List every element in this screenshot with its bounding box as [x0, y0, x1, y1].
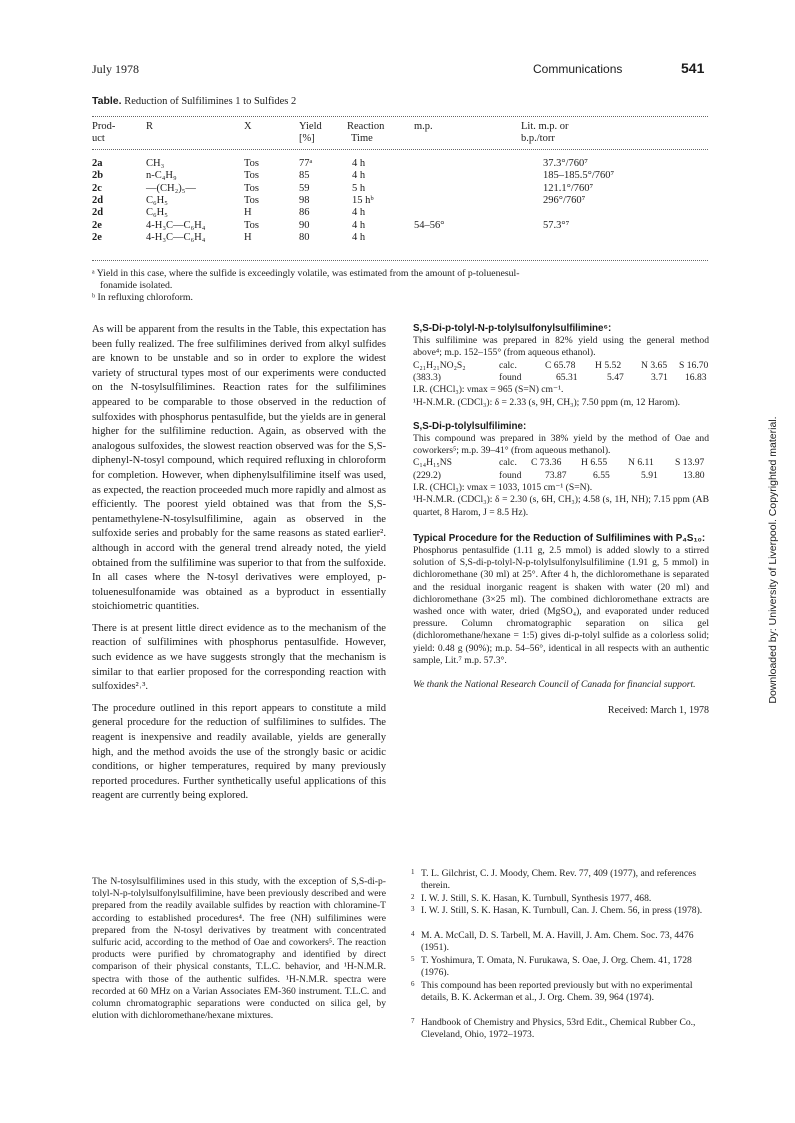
compound-2-analysis-calc — [413, 457, 709, 469]
table-cell-time: 15 hᵇ — [352, 194, 374, 206]
table-cell-lit: 57.3°⁷ — [543, 219, 570, 231]
compound-2-found-n: 5.91 — [641, 469, 658, 481]
table-cell-prod: 2b — [92, 170, 104, 182]
col-header-yield-2: [%] — [299, 133, 315, 144]
table-header-rule — [92, 149, 708, 150]
table-cell-prod: 2a — [92, 158, 103, 169]
reference-text: I. W. J. Still, S. K. Hasan, K. Turnbull, Synthesis 1977, 468. — [421, 893, 652, 904]
compound-1-calc-s: S 16.70 — [679, 359, 709, 371]
compound-1-nmr: ¹H-N.M.R. (CDCl₃): δ = 2.33 (s, 9H, CH₃); 7.50 ppm (m, 12 Harom). — [413, 396, 681, 408]
compound-2-calc-n: N 6.11 — [628, 457, 654, 469]
compound-1-analysis-calc — [413, 360, 709, 372]
compound-2-found-h: 6.55 — [593, 469, 610, 481]
col-header-time-2: Time — [351, 133, 373, 144]
table-cell-x: Tos — [244, 194, 260, 206]
reference-item — [411, 905, 709, 917]
table-cell-x: Tos — [244, 170, 260, 182]
procedure-title: Typical Procedure for the Reduction of Sulfilimines with P₄S₁₀: — [413, 532, 706, 544]
compound-2-calc-c: C 73.36 — [531, 457, 562, 469]
reference-number: 2 — [411, 893, 415, 901]
table-footnote-a-1: ᵃ Yield in this case, where the sulfide is exceedingly volatile, was estimated from the amount of p-toluenesul- — [92, 268, 520, 279]
right-column — [413, 323, 709, 717]
body-paragraph-3: The procedure outlined in this report appears to constitute a mild general procedure for the reduction of sulfilimines to sulfides. The reagent is inexpensive and readily available, yields are generally high, and the method avoids the use of the strongly basic or acidic conditions, or higher temperatures, required by many previously reported procedures. Further synthetically useful applications of this reagent are currently being explored. — [92, 702, 386, 802]
compound-2-formula: C₁₄H₁₅NS — [413, 457, 452, 469]
table-cell-yield: 85 — [299, 170, 310, 182]
reference-text: I. W. J. Still, S. K. Hasan, K. Turnbull, Can. J. Chem. 56, in press (1978). — [421, 905, 703, 916]
table-cell-yield: 86 — [299, 207, 310, 219]
table-cell-prod: 2c — [92, 182, 102, 194]
compound-1-analysis-found — [413, 372, 709, 384]
reference-item — [411, 868, 709, 892]
compound-2-text: This compound was prepared in 38% yield by the method of Oae and coworkers⁵; m.p. 39–41° (from aqueous methanol). — [413, 433, 709, 457]
reference-text: M. A. McCall, D. S. Tarbell, M. A. Havill, J. Am. Chem. Soc. 73, 4476 (1951). — [421, 930, 694, 954]
experimental-paragraph: The N-tosylsulfilimines used in this study, with the exception of S,S-di-p-tolyl-N-p-tolylsulfonylsulfilimine, have been previously described and were prepared from the readily available sulfides by reaction with chloramine-T according to established procedures⁴. The free (NH) sulfilimines were prepared from the N-tosyl derivatives by treatment with concentrated sulfuric acid, according to the method of Oae and coworkers⁵. The reaction products were purified by chromatography and identified by direct comparison of their physical constants, T.L.C. behavior, and ¹H-N.M.R. spectra with those of the authentic sulfides. ¹H-N.M.R. spectra were recorded at 60 MHz on a Varian Associates EM-360 instrument. T.L.C. and column chromatographic separations were conducted on silica gel, by elution with dichloromethane/hexane mixtures. — [92, 876, 386, 1022]
col-header-lit-2: b.p./torr — [521, 133, 555, 144]
reference-text: Handbook of Chemistry and Physics, 53rd Edit., Chemical Rubber Co., Cleveland, Ohio, 1972–1973. — [421, 1017, 696, 1041]
table-cell-yield: 90 — [299, 219, 310, 231]
table-caption-label: Table. — [92, 95, 122, 107]
download-watermark-text: Downloaded by: University of Liverpool. Copyrighted material. — [767, 416, 779, 704]
col-header-r: R — [146, 121, 154, 132]
reference-item — [411, 1017, 709, 1041]
body-paragraph-1: As will be apparent from the results in the Table, this expectation has been fully realized. The free sulfilimines derived from alkyl sulfides are known to be unstable and so in order to explore the widest variety of structural types most of our experiments were conducted on the N-tosylsulfilimines. Reaction rates for the sulfilimines appeared to be comparable to those observed in the reduction of sulfoxides with phosphorus pentasulfide, but the yields are in general higher for the sulfilimine reduction. Again, as observed with the analogous sulfoxides, the slowest reaction observed was for the S,S-diphenyl-N-tosyl compound, which required refluxing in chloroform for completion. However, when diphenylsulfilimine itself was used, as expected, the reaction proceeded much more rapidly and almost as efficiently. The poorest yield obtained was that from the S,S-pentamethylene-N-tosylsulfilimine, again as observed in the sulfoxide series and probably for the same reasons as stated earlier². although in accord with the general trend already noted, the yield obtained from the sulfilimine was superior to that from the sulfoxide. In all cases where the N-tosyl derivatives were employed, p-toluenesulfonamide was obtained as a byproduct in essentially stoichiometric quantities. — [92, 324, 386, 613]
experimental-intro — [92, 876, 386, 1029]
compound-2-title: S,S-Di-p-tolylsulfilimine: — [413, 420, 527, 432]
compound-1-formula: C₂₁H₂₁NO₂S₂ — [413, 359, 466, 371]
compound-1-text: This sulfilimine was prepared in 82% yield using the general method above⁴; m.p. 152–155° (from aqueous ethanol). — [413, 335, 709, 359]
col-header-product-1: Prod- — [92, 121, 116, 132]
reference-number: 4 — [411, 930, 415, 938]
compound-1-ir: I.R. (CHCl₃): νmax = 965 (S=N) cm⁻¹. — [413, 384, 564, 396]
reference-text: T. L. Gilchrist, C. J. Moody, Chem. Rev. 77, 409 (1977), and references therein. — [421, 868, 697, 892]
download-watermark — [765, 360, 781, 760]
table-cell-r: C₆H₅ — [146, 194, 168, 206]
compound-2-calc-s: S 13.97 — [675, 457, 705, 469]
compound-1-mw: (383.3) — [413, 372, 441, 383]
compound-1-calc-c: C 65.78 — [545, 359, 576, 371]
table-cell-r: n-C₄H₉ — [146, 170, 177, 182]
compound-2-found-label: found — [499, 469, 522, 481]
table-cell-time: 4 h — [352, 207, 366, 219]
compound-1-found-c: 65.31 — [556, 372, 578, 383]
compound-1-found-label: found — [499, 372, 522, 383]
table-cell-time: 4 h — [352, 219, 366, 231]
reference-item — [411, 955, 709, 979]
col-header-yield-1: Yield — [299, 121, 322, 132]
table-cell-mp: 54–56° — [414, 219, 445, 231]
header-date: July 1978 — [92, 62, 140, 76]
reference-number: 7 — [411, 1017, 415, 1025]
reference-number: 1 — [411, 868, 415, 876]
compound-1-calc-h: H 5.52 — [595, 359, 622, 371]
body-paragraph-2: There is at present little direct evidence as to the mechanism of the reaction of sulfilimines with phosphorus pentasulfide. However, such evidence as we have suggests strongly that the mechanism is similar to that earlier proposed for the corresponding reaction with sulfoxides²˒³. — [92, 622, 386, 693]
table-caption-text: Reduction of Sulfilimines 1 to Sulfides 2 — [124, 96, 297, 107]
compound-1-calc-n: N 3.65 — [641, 359, 668, 371]
table-caption — [92, 95, 296, 107]
table-cell-r: 4-H₃C—C₆H₄ — [146, 231, 206, 243]
header-section: Communications — [533, 62, 623, 76]
col-header-x: X — [244, 121, 252, 132]
table-cell-lit: 121.1°/760⁷ — [543, 182, 594, 194]
table-cell-time: 4 h — [352, 231, 366, 243]
acknowledgement: We thank the National Research Council of Canada for financial support. — [413, 679, 696, 691]
table-cell-prod: 2e — [92, 219, 102, 231]
table-cell-r: CH₃ — [146, 158, 165, 169]
compound-1-found-n: 3.71 — [651, 372, 668, 383]
table-cell-x: H — [244, 231, 252, 243]
table-cell-lit: 37.3°/760⁷ — [543, 158, 588, 169]
table-bottom-rule — [92, 260, 708, 261]
left-column — [92, 323, 386, 811]
page-number: 541 — [681, 60, 705, 76]
table-cell-time: 5 h — [352, 182, 366, 194]
table-cell-yield: 59 — [299, 182, 310, 194]
table-cell-yield: 98 — [299, 194, 310, 206]
compound-1-found-h: 5.47 — [607, 372, 624, 383]
table-cell-yield: 77ᵃ — [299, 158, 313, 169]
reference-item — [411, 893, 709, 905]
compound-1-title: S,S-Di-p-tolyl-N-p-tolylsulfonylsulfilimine⁶: — [413, 323, 612, 334]
compound-2-found-s: 13.80 — [683, 469, 705, 481]
compound-2-calc-label: calc. — [499, 457, 517, 469]
table-cell-time: 4 h — [352, 158, 366, 169]
compound-1-calc-label: calc. — [499, 359, 517, 371]
col-header-product-2: uct — [92, 133, 105, 144]
table-footnote-b: ᵇ In refluxing chloroform. — [92, 292, 193, 303]
reference-text: This compound has been reported previously but with no experimental details, B. K. Ackerman et al., J. Org. Chem. 39, 964 (1974). — [421, 980, 693, 1004]
table-cell-yield: 80 — [299, 231, 310, 243]
table-cell-r: —(CH₂)₅— — [146, 182, 196, 194]
table-cell-prod: 2d — [92, 194, 104, 206]
reference-item — [411, 930, 709, 954]
received-date: Received: March 1, 1978 — [607, 705, 709, 717]
reference-number: 6 — [411, 980, 415, 988]
reference-number: 3 — [411, 905, 415, 913]
table-cell-r: 4-H₃C—C₆H₄ — [146, 219, 206, 231]
table-cell-time: 4 h — [352, 170, 366, 182]
compound-2-nmr: ¹H-N.M.R. (CDCl₃): δ = 2.30 (s, 6H, CH₃); 4.58 (s, 1H, NH); 7.15 ppm (AB quartet, 8 Harom, J = 8.5 Hz). — [413, 494, 709, 518]
table-cell-x: Tos — [244, 182, 260, 194]
table-cell-r: C₆H₅ — [146, 207, 168, 219]
compound-2-calc-h: H 6.55 — [581, 457, 608, 469]
col-header-time-1: Reaction — [347, 121, 385, 132]
procedure-text: Phosphorus pentasulfide (1.11 g, 2.5 mmol) is added slowly to a stirred solution of S,S-di-p-tolyl-N-p-tolylsulfonylsulfilimine (1.91 g, 5 mmol) in dichloromethane (30 ml) at 25°. After 4 h, the dichloromethane is separated and the residual inorganic reagent is shaken with water (20 ml) and dichloromethane (3×25 ml). The combined dichloromethane extracts are washed once with water, dried (MgSO₄), and evaporated under reduced pressure. Column chromatographic separation on silica gel (dichloromethane/hexane = 1:5) gives di-p-tolyl sulfide as a colorless solid; yield: 0.48 g (90%); m.p. 54–56°, identical in all respects with an authentic sample, Lit.⁷ m.p. 57.3°. — [413, 545, 709, 666]
compound-2-found-c: 73.87 — [545, 469, 567, 481]
table-footnote-a-2: fonamide isolated. — [100, 280, 173, 291]
table-cell-x: H — [244, 207, 252, 219]
table-top-rule — [92, 116, 708, 117]
table-cell-lit: 185–185.5°/760⁷ — [543, 170, 615, 182]
table-cell-prod: 2e — [92, 231, 102, 243]
col-header-mp: m.p. — [414, 121, 433, 132]
table-cell-x: Tos — [244, 158, 260, 169]
reference-number: 5 — [411, 955, 415, 963]
table-cell-x: Tos — [244, 219, 260, 231]
table-cell-lit: 296°/760⁷ — [543, 194, 586, 206]
col-header-lit-1: Lit. m.p. or — [521, 121, 569, 132]
compound-2-analysis-found — [413, 470, 709, 482]
reference-text: T. Yoshimura, T. Omata, N. Furukawa, S. Oae, J. Org. Chem. 41, 1728 (1976). — [421, 955, 692, 979]
compound-2-mw: (229.2) — [413, 469, 441, 481]
table-cell-prod: 2d — [92, 207, 104, 219]
compound-1-found-s: 16.83 — [685, 372, 707, 383]
compound-2-ir: I.R. (CHCl₃): νmax = 1033, 1015 cm⁻¹ (S=N). — [413, 482, 593, 494]
reference-item — [411, 980, 709, 1004]
